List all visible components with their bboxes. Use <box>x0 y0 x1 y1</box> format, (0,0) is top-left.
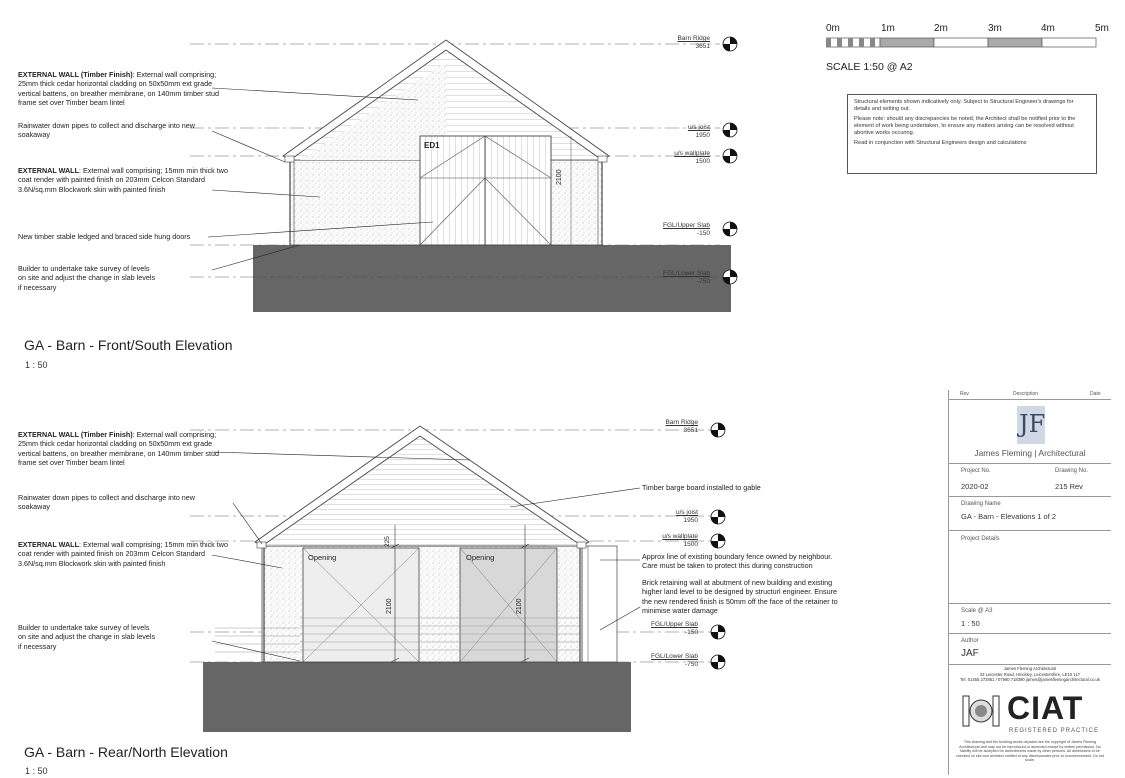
front-level-wallplate <box>650 150 710 166</box>
level-name: FGL/Lower Slab <box>663 270 710 277</box>
general-note-3: Read in conjunction with Structural Engineers design and calculations <box>854 140 1027 146</box>
rear-note-fence: Approx line of existing boundary fence owned by neighbour. Care must be taken to protect this during construction <box>642 552 833 571</box>
level-value: 3651 <box>695 43 710 50</box>
front-note-1-text: : External wall comprising; 25mm thick cedar horizontal cladding on 50x50mm ext grade vertical battens, on breather membrane, on 140mm timber stud frame set over Timber beam lintel <box>18 70 219 108</box>
address-line-2: 33 Leicester Road, Hinckley, Leicestershire, LE10 1LT <box>979 671 1081 677</box>
ciat-crest-icon <box>961 694 1001 730</box>
drawing-name: GA - Barn - Elevations 1 of 2 <box>961 512 1057 521</box>
divider <box>949 496 1111 497</box>
level-name: FGL/Lower Slab <box>651 653 698 660</box>
front-note-1-bold: EXTERNAL WALL (Timber Finish) <box>18 70 133 79</box>
front-level-upper-slab <box>650 222 710 238</box>
level-name: u/s joist <box>675 509 698 516</box>
divider <box>949 664 1111 665</box>
scale-label-4: 4m <box>1041 23 1055 34</box>
front-note-2 <box>18 121 228 140</box>
level-name: FGL/Upper Slab <box>663 222 710 229</box>
rear-level-upper-slab <box>638 621 698 637</box>
level-name: u/s joist <box>687 124 710 131</box>
address-line-1: James Fleming Architectural <box>1003 666 1057 671</box>
rear-level-lower-slab <box>638 653 698 669</box>
scale-caption: SCALE 1:50 @ A2 <box>826 61 913 73</box>
rear-note-1 <box>18 430 228 468</box>
level-value: -750 <box>684 661 698 668</box>
level-name: Barn Ridge <box>665 419 698 426</box>
scale-label-3: 3m <box>988 23 1002 34</box>
level-name: u/s wallplate <box>662 533 698 540</box>
front-elevation-scale: 1 : 50 <box>25 360 48 370</box>
front-note-3 <box>18 166 228 194</box>
rear-opening-label-2: Opening <box>466 553 495 562</box>
level-value: 3651 <box>683 427 698 434</box>
front-note-3-text: : External wall comprising; 15mm min thick two coat render with painted finish on 203mm Celcon Standard 3.6N/sq.mm Blockwork skin with painted finish <box>18 166 228 194</box>
level-value: 1500 <box>695 158 710 165</box>
scale-label-1: 1m <box>881 23 895 34</box>
rear-note-4-text: Builder to undertake take survey of levels on site and adjust the change in slab levels if necessary <box>18 623 156 651</box>
copyright-notice: This drawing and the building works depicted are the copyright of James Fleming Architectural and may not be reproduced or amended except by written permission. No liability will be accepted for amendments made by other persons. All dimensions to be checked on site and architect notified of any discrepancies prior to commencement. Do not scale. <box>956 740 1104 763</box>
rear-lintel-dim: 225 <box>384 536 391 547</box>
rear-note-4 <box>18 623 158 651</box>
drawing-name-label: Drawing Name <box>961 501 1001 507</box>
ciat-logo: CIAT <box>1007 690 1084 726</box>
front-note-4-text: New timber stable ledged and braced side hung doors <box>18 232 191 241</box>
project-details-label: Project Details <box>961 536 1000 542</box>
rear-opening-height-2: 2100 <box>516 598 523 614</box>
front-note-2-text: Rainwater down pipes to collect and discharge into new soakaway <box>18 121 195 140</box>
front-door-tag: ED1 <box>424 141 440 150</box>
front-elevation-title: GA - Barn - Front/South Elevation <box>24 337 233 353</box>
front-level-joist <box>650 124 710 140</box>
rear-note-3-bold: EXTERNAL WALL <box>18 540 79 549</box>
level-value: 1950 <box>683 517 698 524</box>
rear-level-joist <box>638 509 698 525</box>
ciat-subtitle: REGISTERED PRACTICE <box>1009 728 1100 734</box>
rear-note-3-text: : External wall comprising; 15mm min thick two coat render with painted finish on 203mm Celcon Standard 3.6N/sq.mm Blockwork skin with painted finish <box>18 540 228 568</box>
level-value: -150 <box>696 230 710 237</box>
contact-line: Tel: 01455 272851 / 07980 718390 james@jamesflemingarchitectural.co.uk <box>960 677 1100 682</box>
level-name: FGL/Upper Slab <box>651 621 698 628</box>
drawing-no-label: Drawing No. <box>1055 468 1089 474</box>
front-level-ridge <box>650 35 710 51</box>
front-note-1 <box>18 70 228 108</box>
scale-label-2: 2m <box>934 23 948 34</box>
front-note-5 <box>18 264 158 292</box>
rear-note-2 <box>18 493 228 512</box>
rev-col-date: Date <box>1090 391 1101 397</box>
level-value: -150 <box>684 629 698 636</box>
front-note-4 <box>18 232 228 241</box>
firm-name: James Fleming | Architectural <box>974 448 1086 458</box>
scale-label: Scale @ A3 <box>961 608 993 614</box>
front-note-3-bold: EXTERNAL WALL <box>18 166 79 175</box>
level-value: 1950 <box>695 132 710 139</box>
scale-bar-graphic <box>826 36 1111 50</box>
front-door-height: 2100 <box>556 169 563 185</box>
rev-col-description: Description <box>1013 391 1039 397</box>
project-no: 2020-02 <box>961 482 989 491</box>
scale-label-5: 5m <box>1095 23 1109 34</box>
title-block <box>948 390 1111 775</box>
rear-note-2-text: Rainwater down pipes to collect and discharge into new soakaway <box>18 493 195 512</box>
rear-elevation-scale: 1 : 50 <box>25 766 48 776</box>
author: JAF <box>961 648 979 659</box>
general-note-2: Please note: should any discrepancies be noted, the Architect shall be notified prior to the element of work being undertaken, to ensure any matters arising can be resolved without abortive works occuring. <box>854 116 1076 136</box>
divider <box>949 603 1111 604</box>
rear-note-1-text: : External wall comprising; 25mm thick cedar horizontal cladding on 50x50mm ext grade vertical battens, on breather membrane, on 140mm timber stud frame set over Timber beam lintel <box>18 430 219 468</box>
rear-note-barge: Timber barge board installed to gable <box>642 483 761 492</box>
scale-value: 1 : 50 <box>961 619 980 628</box>
rear-elevation-title: GA - Barn - Rear/North Elevation <box>24 744 228 760</box>
general-note-1: Structural elements shown indicatively only. Subject to Structural Engineer's drawings for details and setting out. <box>854 99 1074 112</box>
rear-ground-slab <box>203 662 631 732</box>
divider <box>949 463 1111 464</box>
divider <box>949 530 1111 531</box>
rear-note-3 <box>18 540 228 568</box>
general-notes-box <box>847 94 1097 174</box>
rear-opening-height-1: 2100 <box>386 598 393 614</box>
front-note-5-text: Builder to undertake take survey of levels on site and adjust the change in slab levels if necessary <box>18 264 156 292</box>
drawing-no: 215 Rev <box>1055 482 1083 491</box>
author-label: Author <box>961 638 979 644</box>
firm-logo <box>1017 406 1045 444</box>
rear-level-wallplate <box>638 533 698 549</box>
logo-letters: JF <box>1019 410 1046 438</box>
rear-level-ridge <box>638 419 698 435</box>
level-value: -750 <box>696 278 710 285</box>
level-value: 1500 <box>683 541 698 548</box>
address-block <box>949 666 1111 683</box>
revision-header <box>949 390 1111 400</box>
project-no-label: Project No. <box>961 468 991 474</box>
level-name: u/s wallplate <box>674 150 710 157</box>
rear-note-retaining-wall: Brick retaining wall at abutment of new building and existing higher land level to be designed by structurl engineer. Ensure the new rendered finish is 50mm off the face of the retainer to minimise water damage <box>642 578 838 616</box>
rev-col-rev: Rev <box>960 391 969 397</box>
scale-label-0: 0m <box>826 23 840 34</box>
rear-opening-label-1: Opening <box>308 553 337 562</box>
rear-note-1-bold: EXTERNAL WALL (Timber Finish) <box>18 430 133 439</box>
divider <box>949 633 1111 634</box>
front-level-lower-slab <box>650 270 710 286</box>
level-name: Barn Ridge <box>677 35 710 42</box>
